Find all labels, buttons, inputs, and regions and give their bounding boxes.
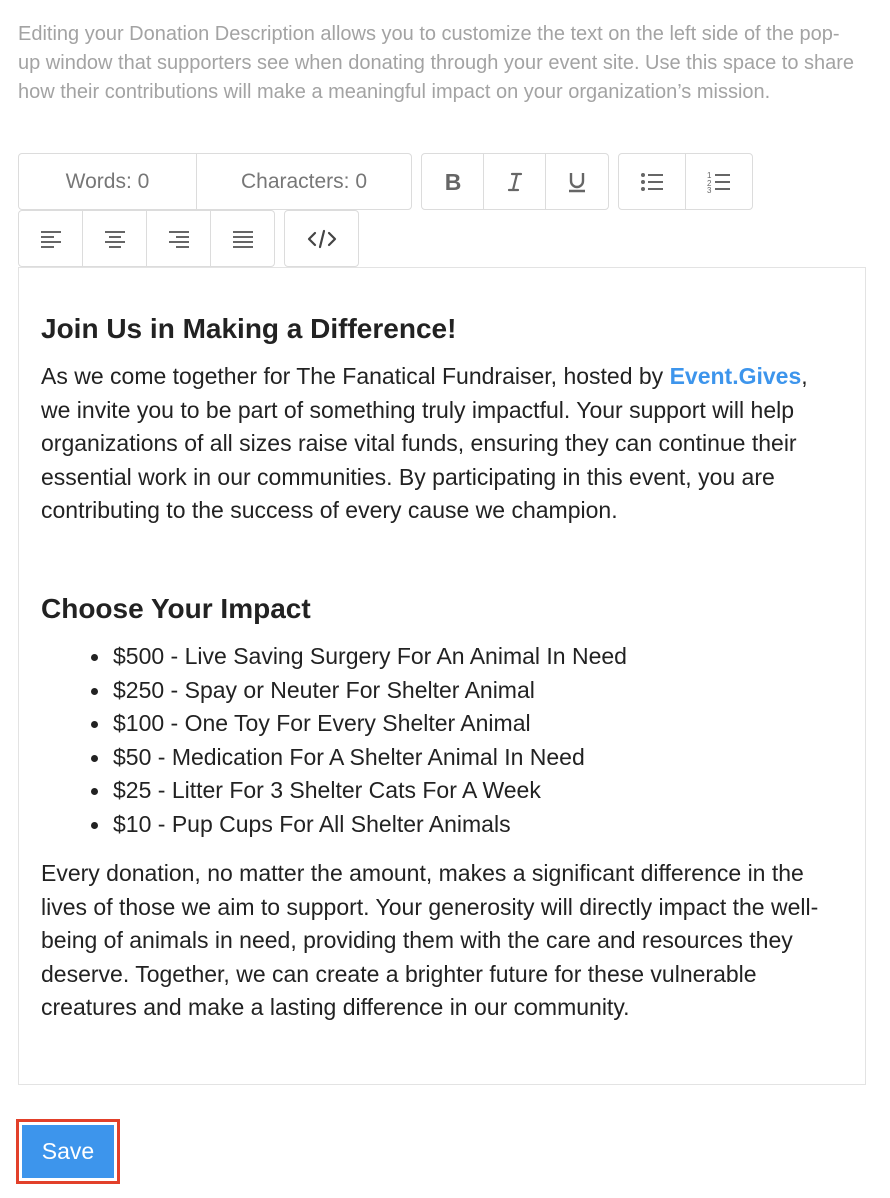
list-item: $500 - Live Saving Surgery For An Animal In Need <box>89 640 627 674</box>
content-heading-join: Join Us in Making a Difference! <box>41 313 457 344</box>
paragraph-text: , we invite you to be part of something truly impactful. Your support will help organizations of all sizes raise vital funds, ensuring they can continue their essential work in our communities. By participating in this event, you are contributing to the success of every cause we champion. <box>41 363 808 523</box>
align-center-button[interactable] <box>83 211 147 266</box>
save-highlight-frame <box>16 1119 120 1184</box>
align-left-icon <box>40 229 62 249</box>
underline-icon <box>566 171 588 193</box>
underline-button[interactable] <box>546 154 608 209</box>
list-item: $250 - Spay or Neuter For Shelter Animal <box>89 674 627 708</box>
numbered-list-button[interactable] <box>686 154 752 209</box>
bold-button[interactable] <box>422 154 484 209</box>
align-justify-icon <box>232 229 254 249</box>
align-center-icon <box>104 229 126 249</box>
numbered-list-icon <box>707 171 731 193</box>
align-right-icon <box>168 229 190 249</box>
word-count: Words: 0 <box>19 154 197 209</box>
rich-text-editor[interactable] <box>18 267 866 1085</box>
event-gives-link[interactable]: Event.Gives <box>669 363 802 389</box>
code-view-group <box>284 210 359 267</box>
bullet-list-icon <box>640 171 664 193</box>
code-view-button[interactable] <box>285 211 358 266</box>
text-format-group <box>421 153 609 210</box>
save-button[interactable]: Save <box>22 1125 114 1178</box>
align-justify-button[interactable] <box>211 211 274 266</box>
list-item: $50 - Medication For A Shelter Animal In Need <box>89 741 627 775</box>
description-help-text: Editing your Donation Description allows you to customize the text on the left side of the pop-up window that supporters see when donating through your event site. Use this space to share how their contributions will make a meaningful impact on your organization’s mission. <box>18 23 855 103</box>
content-heading-impact: Choose Your Impact <box>41 593 311 624</box>
content-paragraph-closing: Every donation, no matter the amount, makes a significant difference in the lives of those we aim to support. Your generosity will directly impact the well-being of animals in need, providing them with the care and resources they deserve. Together, we can create a brighter future for these vulnerable creatures and make a lasting difference in our community. <box>41 860 819 1020</box>
alignment-group <box>18 210 275 267</box>
align-left-button[interactable] <box>19 211 83 266</box>
list-item: $25 - Litter For 3 Shelter Cats For A Week <box>89 774 627 808</box>
svg-text:2: 2 <box>707 178 712 188</box>
align-right-button[interactable] <box>147 211 211 266</box>
svg-text:3: 3 <box>707 185 712 193</box>
word-character-counter <box>18 153 412 210</box>
content-paragraph-intro <box>41 360 841 528</box>
bullet-list-button[interactable] <box>619 154 686 209</box>
paragraph-text: As we come together for The Fanatical Fundraiser, hosted by <box>41 363 670 389</box>
character-count: Characters: 0 <box>240 169 368 193</box>
italic-icon <box>504 171 526 193</box>
impact-list <box>89 640 627 841</box>
svg-text:B: B <box>444 170 461 193</box>
svg-text:1: 1 <box>707 170 712 180</box>
list-item: $100 - One Toy For Every Shelter Animal <box>89 707 627 741</box>
code-view-icon <box>307 228 337 250</box>
list-item: $10 - Pup Cups For All Shelter Animals <box>89 808 627 842</box>
italic-button[interactable] <box>484 154 546 209</box>
list-format-group <box>618 153 753 210</box>
bold-icon <box>442 171 464 193</box>
